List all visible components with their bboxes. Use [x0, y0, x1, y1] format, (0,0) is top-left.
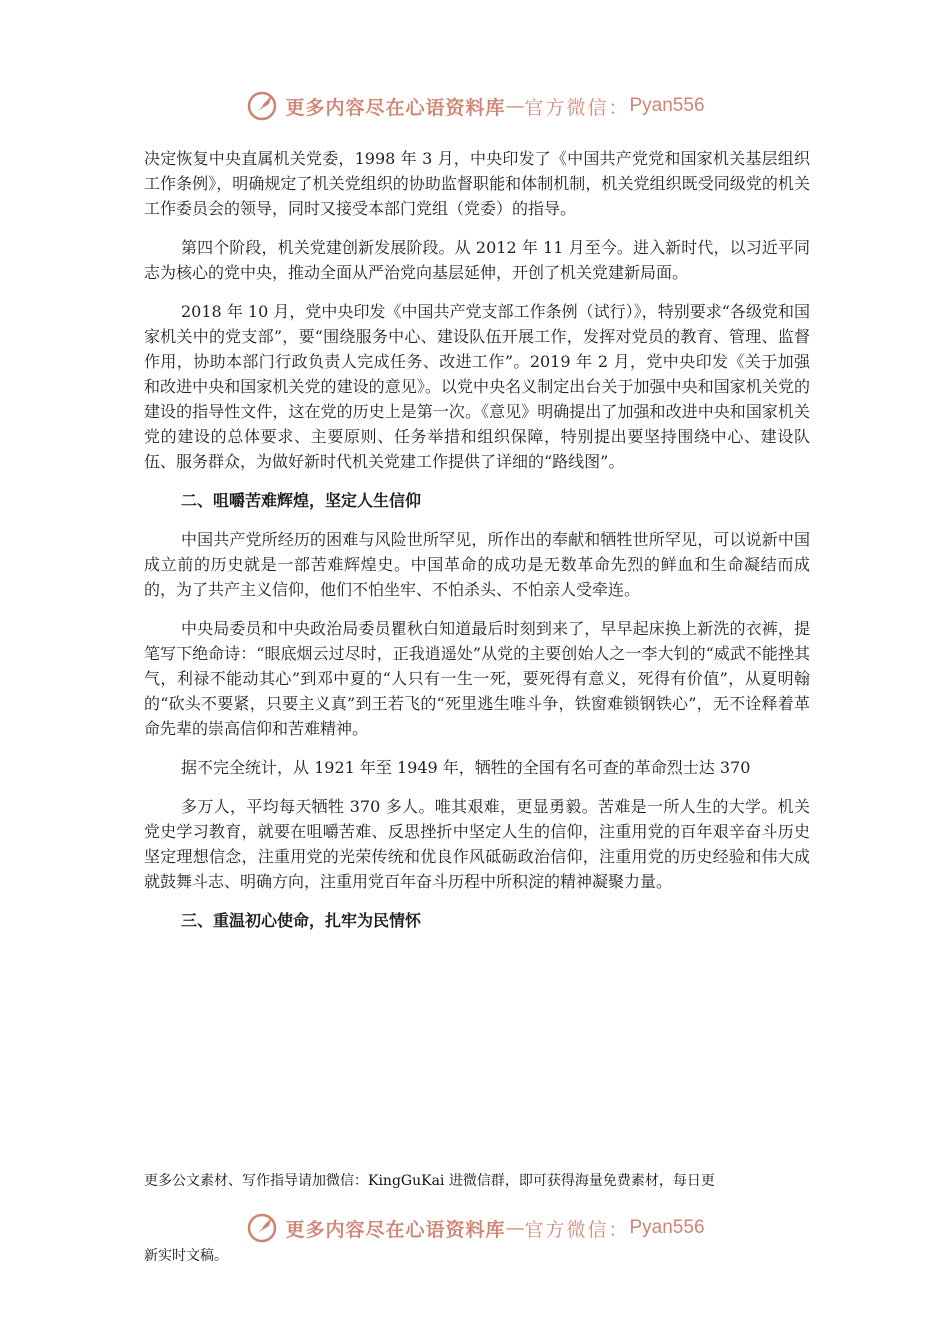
paragraph: 2018 年 10 月，党中央印发《中国共产党支部工作条例（试行）》，特别要求“各级党和国家机关中的党支部”，要“围绕服务中心、建设队伍开展工作，发挥对党员的教育、管理、监督作用，协助本部门行政负责人完成任务、改进工作”。2019 年 2 月，党中央印发《关于加强和改进中央和国家机关党的建设的意见》。以党中央名义制定出台关于加强中央和国家机关党的建设的指导性文件，这在党的历史上是第一次。《意见》明确提出了加强和改进中央和国家机关党的建设的总体要求、主要原则、任务举措和组织保障，特别提出要坚持围绕中心、建设队伍、服务群众，为做好新时代机关党建工作提供了详细的“路线图”。 [144, 302, 810, 471]
banner-separator: — [505, 1217, 525, 1239]
paragraph: 中国共产党所经历的困难与风险世所罕见，所作出的奉献和牺牲世所罕见，可以说新中国成立前的历史就是一部苦难辉煌史。中国革命的成功是无数革命先烈的鲜血和生命凝结而成的，为了共产主义信仰，他们不怕坐牢、不怕杀头、不怕亲人受牵连。 [144, 530, 810, 599]
banner-wechat-id: Pyan556 [629, 95, 705, 116]
paragraph: 据不完全统计，从 1921 年至 1949 年，牺牲的全国有名可查的革命烈士达 370 [181, 758, 751, 777]
banner-wechat-label: 官方微信： [524, 1218, 630, 1241]
paragraph: 决定恢复中央直属机关党委，1998 年 3 月，中央印发了《中国共产党党和国家机关基层组织工作条例》，明确规定了机关党组织的协助监督职能和体制机制，机关党组织既受同级党的机关工作委员会的领导，同时又接受本部门党组（党委）的指导。 [144, 149, 810, 218]
section-heading: 三、重温初心使命，扎牢为民情怀 [181, 911, 422, 930]
banner-name: 更多内容尽在心语资料库 [285, 96, 506, 119]
paragraph: 多万人，平均每天牺牲 370 多人。唯其艰难，更显勇毅。苦难是一所人生的大学。机关党史学习教育，就要在咀嚼苦难、反思挫折中坚定人生的信仰，注重用党的百年艰辛奋斗历史坚定理想信念，注重用党的光荣传统和优良作风砥砺政治信仰，注重用党的历史经验和伟大成就鼓舞斗志、明确方向，注重用党百年奋斗历程中所积淀的精神凝聚力量。 [144, 797, 810, 891]
header-banner [0, 84, 950, 128]
quill-logo-icon [245, 1211, 279, 1245]
banner-wechat-id: Pyan556 [629, 1217, 705, 1238]
footer-banner [0, 1206, 950, 1250]
footer-note: 更多公文素材、写作指导请加微信：KingGuKai 进微信群，即可获得海量免费素材，每日更 [144, 1173, 715, 1189]
paragraph: 中央局委员和中央政治局委员瞿秋白知道最后时刻到来了，早早起床换上新洗的衣裤，提笔写下绝命诗：“眼底烟云过尽时，正我逍遥处”从党的主要创始人之一李大钊的“威武不能挫其气，利禄不能动其心”到邓中夏的“人只有一生一死，要死得有意义，死得有价值”，从夏明翰的“砍头不要紧，只要主义真”到王若飞的“死里逃生唯斗争，铁窗难锁钢铁心”，无不诠释着革命先辈的崇高信仰和苦难精神。 [144, 619, 810, 738]
banner-separator: — [505, 95, 525, 117]
section-heading: 二、咀嚼苦难辉煌，坚定人生信仰 [181, 491, 422, 510]
document-body [144, 146, 810, 947]
banner-name: 更多内容尽在心语资料库 [285, 1218, 506, 1241]
paragraph: 第四个阶段，机关党建创新发展阶段。从 2012 年 11 月至今。进入新时代，以习近平同志为核心的党中央，推动全面从严治党向基层延伸，开创了机关党建新局面。 [144, 238, 810, 282]
footer-note-continued: 新实时文稿。 [144, 1248, 228, 1264]
quill-logo-icon [245, 89, 279, 123]
banner-wechat-label: 官方微信： [524, 96, 630, 119]
